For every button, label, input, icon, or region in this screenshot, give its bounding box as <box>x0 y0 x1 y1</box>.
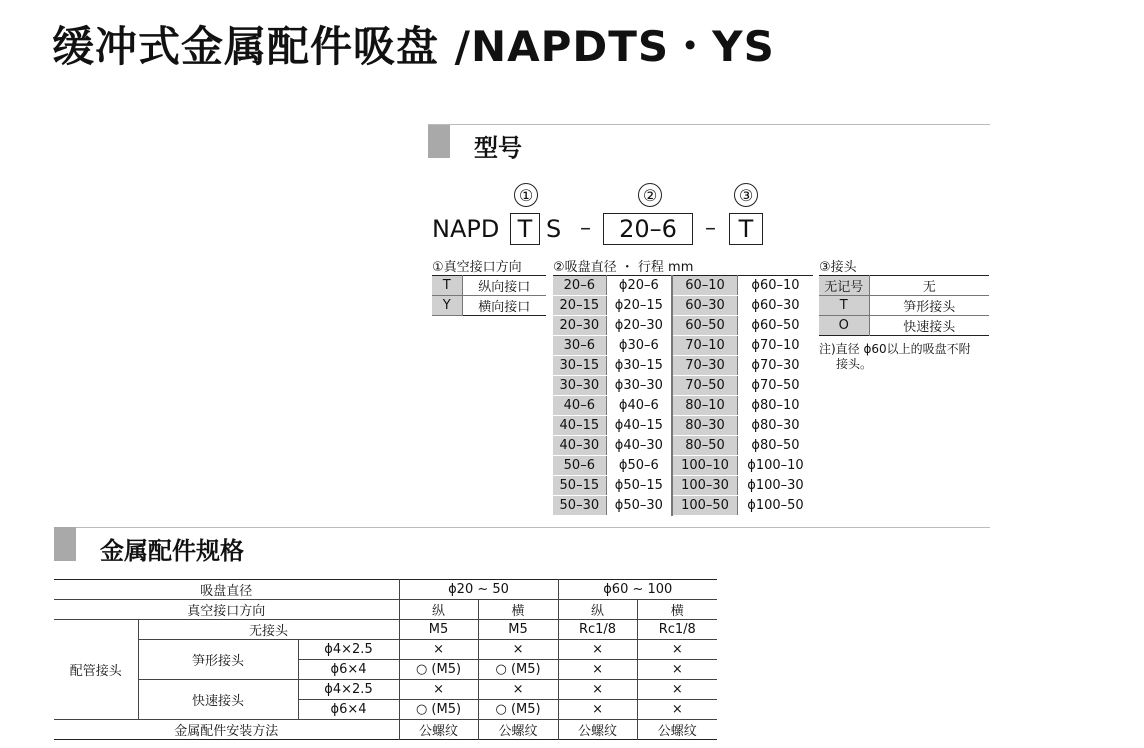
table-row <box>54 620 717 640</box>
cell: × <box>478 680 558 700</box>
direction-label: 纵向接口 <box>462 276 546 296</box>
direction-code: T <box>432 276 462 296</box>
diameter-code: 80–10 <box>672 396 737 416</box>
diameter-code: 80–30 <box>672 416 737 436</box>
diameter-code: 40–30 <box>553 436 606 456</box>
model-heading: 型号 <box>474 134 522 162</box>
table-row <box>819 296 989 316</box>
diameter-code: 70–50 <box>672 376 737 396</box>
table-row <box>553 336 813 356</box>
connector-code: T <box>819 296 869 316</box>
cell: × <box>558 700 637 720</box>
code-dash-1: – <box>580 216 591 241</box>
diameter-value: ϕ100–30 <box>737 476 813 496</box>
diameter-code: 50–6 <box>553 456 606 476</box>
section-marker <box>54 527 76 561</box>
cell: ○ (M5) <box>399 660 478 680</box>
diameter-value: ϕ80–50 <box>737 436 813 456</box>
table-row <box>553 476 813 496</box>
header-vertical: 纵 <box>399 600 478 620</box>
note-line-1: 注)直径 ϕ60以上的吸盘不附 <box>819 342 971 356</box>
diameter-value: ϕ40–15 <box>606 416 672 436</box>
connector-table <box>819 275 989 336</box>
diameter-code: 60–50 <box>672 316 737 336</box>
marker-2: ② <box>638 183 662 207</box>
cell: ○ (M5) <box>478 700 558 720</box>
size-label: ϕ4×2.5 <box>298 680 399 700</box>
header-vertical: 纵 <box>558 600 637 620</box>
table-row <box>553 496 813 516</box>
diameter-value: ϕ30–30 <box>606 376 672 396</box>
connector-caption: ③接头 <box>819 260 857 275</box>
diameter-code: 50–15 <box>553 476 606 496</box>
spec-table <box>54 579 717 740</box>
diameter-value: ϕ50–6 <box>606 456 672 476</box>
table-row <box>54 680 717 700</box>
diameter-value: ϕ60–30 <box>737 296 813 316</box>
header-horizontal: 横 <box>637 600 717 620</box>
cell: × <box>558 680 637 700</box>
direction-caption: ①真空接口方向 <box>432 260 522 275</box>
diameter-code: 20–15 <box>553 296 606 316</box>
diameter-value: ϕ40–6 <box>606 396 672 416</box>
table-row <box>553 276 813 296</box>
diameter-value: ϕ80–10 <box>737 396 813 416</box>
diameter-code: 40–6 <box>553 396 606 416</box>
diameter-value: ϕ50–15 <box>606 476 672 496</box>
table-row <box>432 296 546 316</box>
connector-label: 笋形接头 <box>869 296 989 316</box>
code-prefix: NAPD <box>432 215 500 243</box>
direction-label: 横向接口 <box>478 300 531 315</box>
cell: × <box>637 660 717 680</box>
connector-label: 快速接头 <box>903 320 956 335</box>
diameter-code: 50–30 <box>553 496 606 516</box>
code-dash-2: – <box>705 216 716 241</box>
diameter-code: 70–10 <box>672 336 737 356</box>
connector-code: 无记号 <box>819 276 869 296</box>
table-row <box>553 356 813 376</box>
connector-label: 无 <box>869 276 989 296</box>
cell: × <box>637 700 717 720</box>
header-d1: ϕ20 ~ 50 <box>399 580 558 600</box>
diameter-value: ϕ20–15 <box>606 296 672 316</box>
diameter-code: 40–15 <box>553 416 606 436</box>
piping-label: 配管接头 <box>54 620 138 720</box>
mount-label: 金属配件安装方法 <box>54 720 399 740</box>
diameter-code: 100–10 <box>672 456 737 476</box>
table-row <box>553 416 813 436</box>
cell: M5 <box>399 620 478 640</box>
quick-label: 快速接头 <box>138 680 298 720</box>
diameter-value: ϕ60–10 <box>737 276 813 296</box>
page-title: 缓冲式金属配件吸盘 /NAPDTS・YS <box>52 22 775 71</box>
table-row <box>54 600 717 620</box>
code-mid: S <box>546 215 562 243</box>
diameter-value: ϕ20–6 <box>606 276 672 296</box>
diameter-value: ϕ70–50 <box>737 376 813 396</box>
diameter-value: ϕ50–30 <box>606 496 672 516</box>
header-direction: 真空接口方向 <box>54 600 399 620</box>
header-diameter: 吸盘直径 <box>54 580 399 600</box>
table-row <box>553 436 813 456</box>
cell: × <box>399 680 478 700</box>
diameter-code: 20–6 <box>553 276 606 296</box>
code-box-connector: T <box>729 213 763 245</box>
diameter-code: 30–15 <box>553 356 606 376</box>
table-row <box>54 640 717 660</box>
connector-note <box>819 342 971 372</box>
cell: 公螺纹 <box>558 720 637 740</box>
cell: × <box>637 680 717 700</box>
diameter-value: ϕ30–15 <box>606 356 672 376</box>
diameter-code: 20–30 <box>553 316 606 336</box>
table-row <box>553 296 813 316</box>
cell: 公螺纹 <box>478 720 558 740</box>
diameter-code: 70–30 <box>672 356 737 376</box>
table-row <box>553 396 813 416</box>
section-divider <box>54 527 990 528</box>
diameter-value: ϕ40–30 <box>606 436 672 456</box>
header-d2: ϕ60 ~ 100 <box>558 580 717 600</box>
cell: Rc1/8 <box>558 620 637 640</box>
diameter-code: 30–30 <box>553 376 606 396</box>
diameter-value: ϕ20–30 <box>606 316 672 336</box>
size-label: ϕ4×2.5 <box>298 640 399 660</box>
table-row <box>553 456 813 476</box>
barb-label: 笋形接头 <box>138 640 298 680</box>
diameter-code: 60–30 <box>672 296 737 316</box>
spec-heading: 金属配件规格 <box>100 537 244 565</box>
cell: 公螺纹 <box>399 720 478 740</box>
none-label: 无接头 <box>138 620 399 640</box>
code-box-diameter: 20–6 <box>603 213 693 245</box>
diameter-table <box>553 275 813 516</box>
diameter-value: ϕ70–10 <box>737 336 813 356</box>
marker-1: ① <box>514 183 538 207</box>
diameter-caption: ②吸盘直径 ・ 行程 mm <box>553 260 694 275</box>
size-label: ϕ6×4 <box>298 660 399 680</box>
table-row <box>553 376 813 396</box>
diameter-code: 60–10 <box>672 276 737 296</box>
table-row <box>54 720 717 740</box>
diameter-code: 100–50 <box>672 496 737 516</box>
section-divider <box>428 124 990 125</box>
cell: × <box>399 640 478 660</box>
direction-table <box>432 275 546 316</box>
cell: × <box>478 640 558 660</box>
cell: × <box>558 660 637 680</box>
diameter-value: ϕ100–50 <box>737 496 813 516</box>
diameter-code: 80–50 <box>672 436 737 456</box>
table-row <box>54 580 717 600</box>
cell: ○ (M5) <box>399 700 478 720</box>
table-row <box>819 276 989 296</box>
size-label: ϕ6×4 <box>298 700 399 720</box>
table-row <box>432 276 546 296</box>
table-row <box>819 316 989 336</box>
note-line-2: 接头。 <box>836 357 873 371</box>
diameter-value: ϕ100–10 <box>737 456 813 476</box>
code-box-direction: T <box>510 213 540 245</box>
cell: × <box>558 640 637 660</box>
cell: ○ (M5) <box>478 660 558 680</box>
diameter-value: ϕ70–30 <box>737 356 813 376</box>
diameter-value: ϕ80–30 <box>737 416 813 436</box>
direction-code: Y <box>432 296 462 316</box>
cell: M5 <box>478 620 558 640</box>
marker-3: ③ <box>734 183 758 207</box>
cell: Rc1/8 <box>637 620 717 640</box>
cell: × <box>637 640 717 660</box>
header-horizontal: 横 <box>478 600 558 620</box>
diameter-code: 100–30 <box>672 476 737 496</box>
section-marker <box>428 124 450 158</box>
cell: 公螺纹 <box>637 720 717 740</box>
diameter-value: ϕ30–6 <box>606 336 672 356</box>
connector-code: O <box>819 316 869 336</box>
table-row <box>553 316 813 336</box>
diameter-code: 30–6 <box>553 336 606 356</box>
diameter-value: ϕ60–50 <box>737 316 813 336</box>
